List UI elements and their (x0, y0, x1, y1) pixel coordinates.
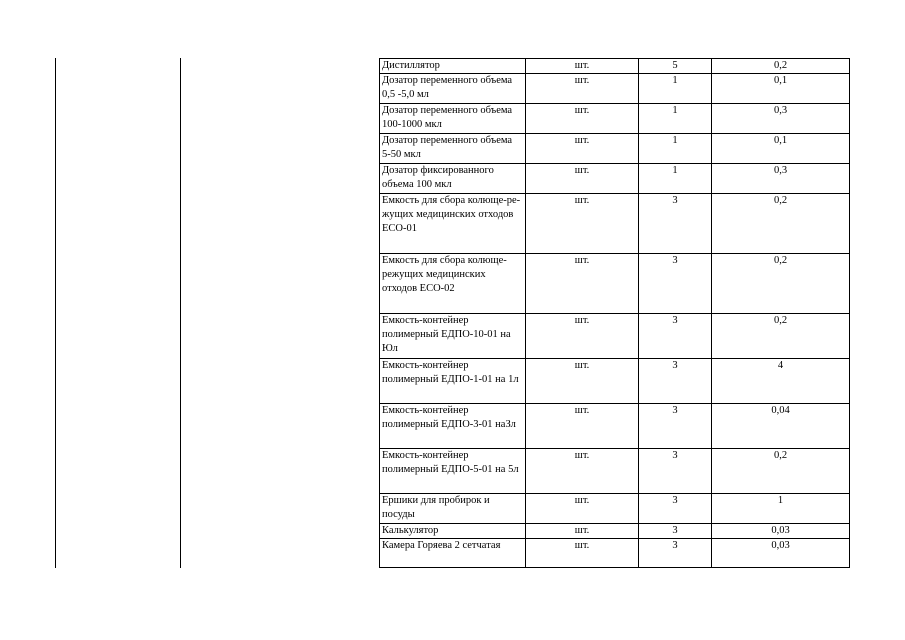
item-name: Емкость для сбора колюще-режущих медицинских отходов ЕСО-02 (380, 254, 526, 314)
item-unit: шт. (526, 494, 639, 524)
item-name: Дозатор фиксированного объема 100 мкл (380, 164, 526, 194)
item-name: Калькулятор (380, 524, 526, 539)
table-row (380, 194, 850, 254)
item-name: Дозатор переменного объема 5-50 мкл (380, 134, 526, 164)
item-unit: шт. (526, 449, 639, 494)
item-quantity: 3 (639, 449, 712, 494)
item-quantity: 3 (639, 524, 712, 539)
item-unit: шт. (526, 104, 639, 134)
item-value: 0,2 (712, 449, 850, 494)
item-value: 1 (712, 494, 850, 524)
item-value: 0,2 (712, 314, 850, 359)
table-row (380, 524, 850, 539)
table-row (380, 359, 850, 404)
item-name: Дозатор переменного объема 0,5 -5,0 мл (380, 74, 526, 104)
table-row (380, 59, 850, 74)
item-unit: шт. (526, 524, 639, 539)
item-unit: шт. (526, 74, 639, 104)
item-quantity: 3 (639, 359, 712, 404)
item-value: 0,2 (712, 254, 850, 314)
item-name: Емкость-контейнер полимерный ЕДПО-10-01 на Юл (380, 314, 526, 359)
item-value: 0,03 (712, 524, 850, 539)
item-quantity: 1 (639, 164, 712, 194)
equipment-table (379, 58, 850, 568)
item-unit: шт. (526, 164, 639, 194)
margin-line-right (180, 58, 181, 568)
item-unit: шт. (526, 404, 639, 449)
item-unit: шт. (526, 59, 639, 74)
item-quantity: 3 (639, 254, 712, 314)
item-value: 0,3 (712, 104, 850, 134)
item-name: Емкость-контейнер полимерный ЕДПО-1-01 на 1л (380, 359, 526, 404)
item-unit: шт. (526, 194, 639, 254)
item-quantity: 3 (639, 314, 712, 359)
table-row (380, 74, 850, 104)
item-value: 4 (712, 359, 850, 404)
item-name: Дистиллятор (380, 59, 526, 74)
item-name: Емкость для сбора колюще-ре-жущих медицинских отходов ЕСО-01 (380, 194, 526, 254)
item-unit: шт. (526, 359, 639, 404)
item-value: 0,1 (712, 74, 850, 104)
table-row (380, 104, 850, 134)
table-row (380, 404, 850, 449)
item-quantity: 5 (639, 59, 712, 74)
item-quantity: 1 (639, 134, 712, 164)
item-unit: шт. (526, 314, 639, 359)
item-quantity: 3 (639, 494, 712, 524)
item-unit: шт. (526, 254, 639, 314)
item-unit: шт. (526, 539, 639, 568)
item-name: Ершики для пробирок и посуды (380, 494, 526, 524)
table-row (380, 539, 850, 568)
item-value: 0,03 (712, 539, 850, 568)
item-quantity: 3 (639, 194, 712, 254)
item-quantity: 1 (639, 74, 712, 104)
item-value: 0,1 (712, 134, 850, 164)
item-quantity: 1 (639, 104, 712, 134)
item-value: 0,3 (712, 164, 850, 194)
table-row (380, 134, 850, 164)
item-name: Дозатор переменного объема 100-1000 мкл (380, 104, 526, 134)
item-value: 0,04 (712, 404, 850, 449)
table-row (380, 254, 850, 314)
table-row (380, 164, 850, 194)
item-quantity: 3 (639, 404, 712, 449)
item-value: 0,2 (712, 194, 850, 254)
table-row (380, 314, 850, 359)
item-quantity: 3 (639, 539, 712, 568)
item-unit: шт. (526, 134, 639, 164)
table-row (380, 449, 850, 494)
margin-line-left (55, 58, 56, 568)
table-row (380, 494, 850, 524)
item-value: 0,2 (712, 59, 850, 74)
item-name: Емкость-контейнер полимерный ЕДПО-3-01 наЗл (380, 404, 526, 449)
item-name: Емкость-контейнер полимерный ЕДПО-5-01 на 5л (380, 449, 526, 494)
item-name: Камера Горяева 2 сетчатая (380, 539, 526, 568)
